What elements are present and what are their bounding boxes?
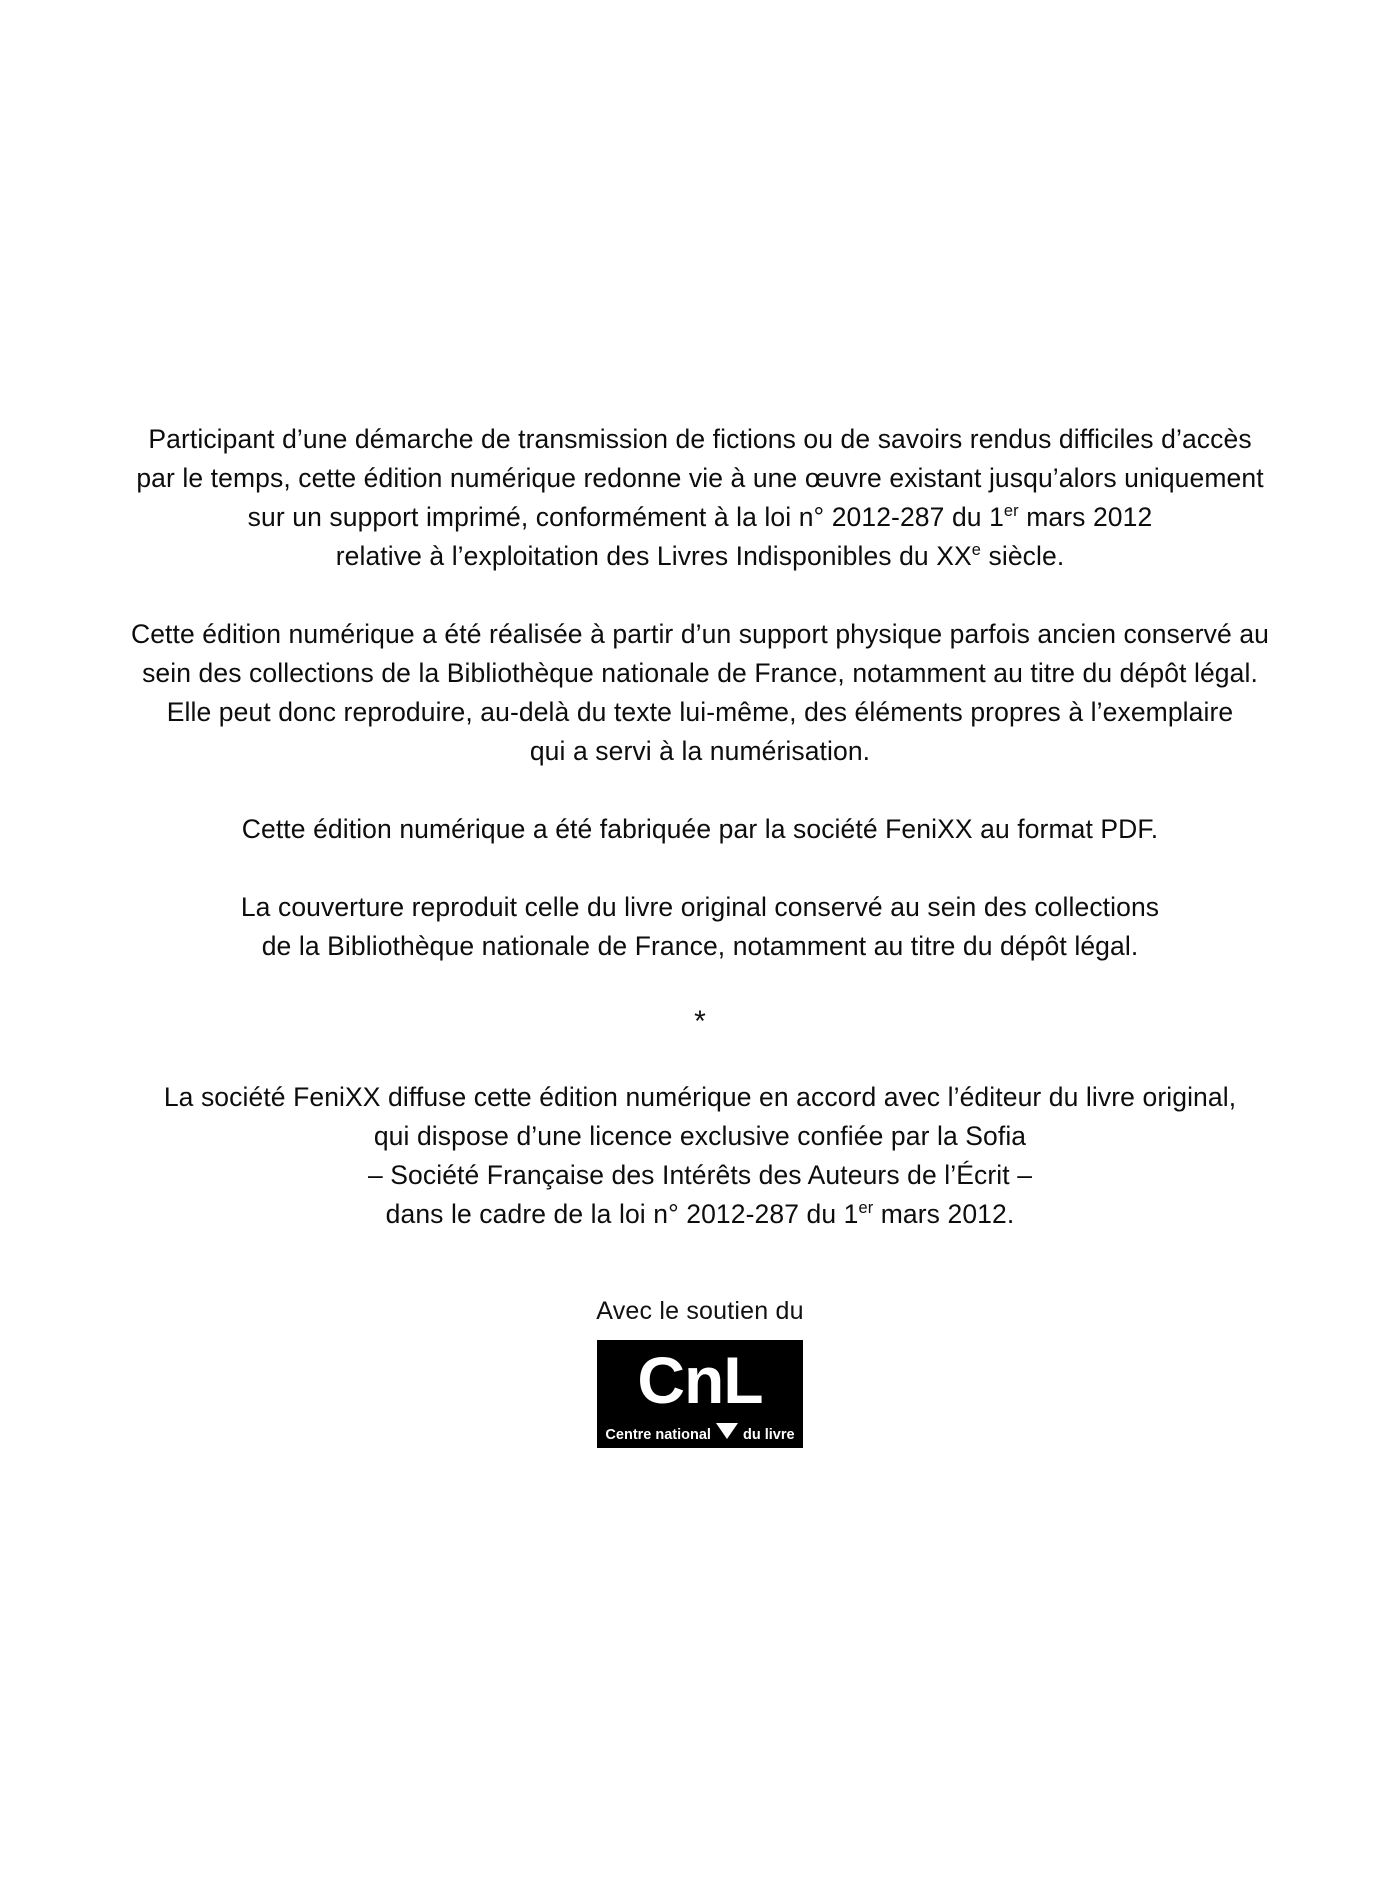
support-block [596,1296,803,1448]
support-label: Avec le soutien du [596,1297,804,1325]
paragraph-distribution: La société FeniXX diffuse cette édition numérique en accord avec l’éditeur du livre original, qui dispose d’une licence exclusive confiée par la Sofia – Société Française des Intérêts des Auteurs de l’Écrit – dans le cadre de la loi n° 2012-287 du 1er mars 2012. [163,1082,1237,1229]
paragraph-cover: La couverture reproduit celle du livre original conservé au sein des collections de la Bibliothèque nationale de France, notamment au titre du dépôt légal. [240,892,1160,961]
cnl-logo-notch-icon [716,1423,738,1439]
paragraph-source-support: Cette édition numérique a été réalisée à partir d’un support physique parfois ancien conservé au sein des collections de la Bibliothèque nationale de France, notamment au titre du dépôt légal. Elle peut donc reproduire, au-delà du texte lui-même, des éléments propres à l’exemplaire qui a servi à la numérisation. [130,619,1269,766]
cnl-logo-subtitle-inner [597,1422,803,1448]
cnl-logo-subtitle-right: du livre [742,1427,795,1443]
cnl-logo-subtitle-bar [597,1422,803,1448]
section-separator-asterisk: * [694,1005,706,1038]
cnl-logo-subtitle-left: Centre national [605,1427,711,1443]
paragraph-transmission: Participant d’une démarche de transmission de fictions ou de savoirs rendus difficiles d’accès par le temps, cette édition numérique redonne vie à une œuvre existant jusqu’alors uniquement sur un support imprimé, conformément à la loi n° 2012-287 du 1er mars 2012 relative à l’exploitation des Livres Indisponibles du XXe siècle. [136,424,1264,571]
cnl-logo [597,1340,803,1448]
legal-notice-body [0,420,1400,1448]
cnl-logo-wordmark: CnL [637,1343,763,1417]
paragraph-fabrication: Cette édition numérique a été fabriquée par la société FeniXX au format PDF. [241,814,1159,844]
